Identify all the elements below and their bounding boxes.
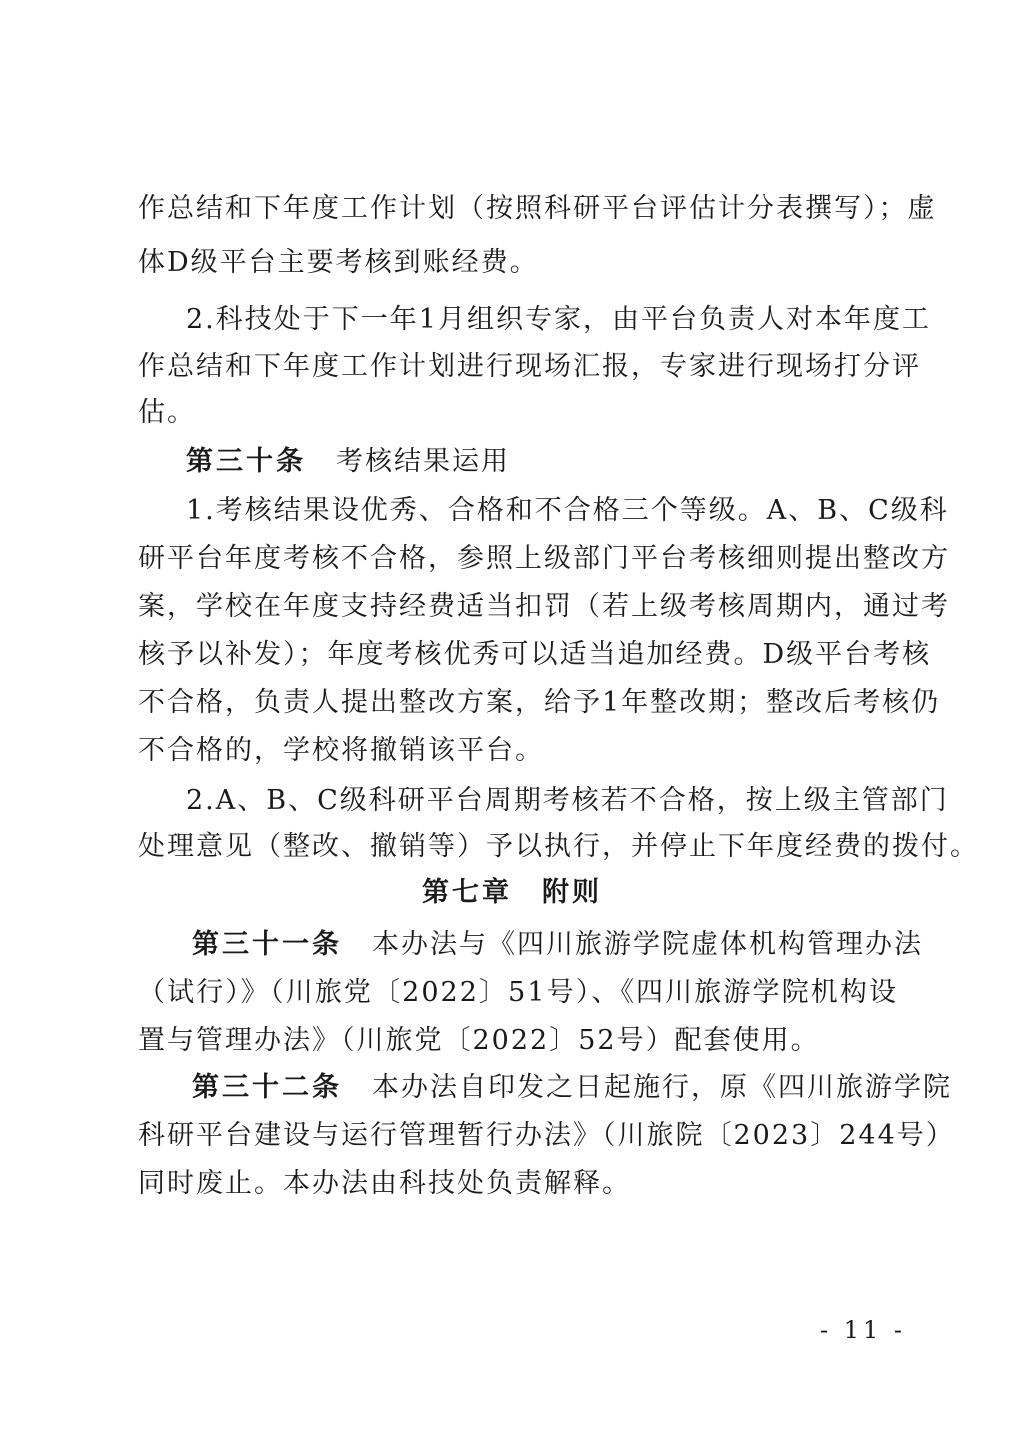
article-30-label: 第三十条: [186, 446, 306, 477]
article-30-heading: [186, 445, 510, 479]
body-line: 作总结和下年度工作计划（按照科研平台评估计分表撰写）；虚: [138, 193, 937, 224]
article-32-first-line: [192, 1071, 952, 1105]
body-line: 核予以补发）；年度考核优秀可以适当追加经费。D级平台考核: [138, 639, 932, 670]
body-line: 体D级平台主要考核到账经费。: [138, 247, 539, 278]
page-number: - 11 -: [820, 1316, 907, 1344]
article-32-text: 本办法自印发之日起施行，原《四川旅游学院: [372, 1072, 952, 1103]
body-line: 估。: [138, 397, 196, 428]
article-31-label: 第三十一条: [192, 929, 342, 960]
body-line: 作总结和下年度工作计划进行现场汇报，专家进行现场打分评: [138, 351, 921, 382]
body-line: 不合格，负责人提出整改方案，给予1年整改期；整改后考核仍: [138, 687, 941, 718]
article-30-title: 考核结果运用: [336, 446, 510, 477]
body-line: 科研平台建设与运行管理暂行办法》（川旅院〔2023〕244号）: [138, 1120, 955, 1151]
body-line: 2.科技处于下一年1月组织专家，由平台负责人对本年度工: [186, 304, 931, 335]
body-line: 不合格的，学校将撤销该平台。: [138, 735, 544, 766]
body-line: 置与管理办法》（川旅党〔2022〕52号）配套使用。: [138, 1025, 820, 1056]
body-line: 处理意见（整改、撤销等）予以执行，并停止下年度经费的拨付。: [138, 831, 979, 862]
body-line: 1.考核结果设优秀、合格和不合格三个等级。A、B、C级科: [186, 495, 949, 526]
body-line: 案，学校在年度支持经费适当扣罚（若上级考核周期内，通过考: [138, 591, 950, 622]
chapter-7-label: 第七章: [422, 877, 512, 908]
body-line: 研平台年度考核不合格，参照上级部门平台考核细则提出整改方: [138, 543, 950, 574]
article-32-label: 第三十二条: [192, 1072, 342, 1103]
body-line: （试行）》（川旅党〔2022〕51号）、《四川旅游学院机构设: [138, 977, 898, 1008]
article-31-text: 本办法与《四川旅游学院虚体机构管理办法: [372, 929, 923, 960]
body-line: 2.A、B、C级科研平台周期考核若不合格，按上级主管部门: [186, 785, 949, 816]
chapter-7-heading: [0, 876, 1024, 910]
article-31-first-line: [192, 928, 923, 962]
body-line: 同时废止。本办法由科技处负责解释。: [138, 1168, 631, 1199]
chapter-7-title: 附则: [542, 877, 602, 908]
